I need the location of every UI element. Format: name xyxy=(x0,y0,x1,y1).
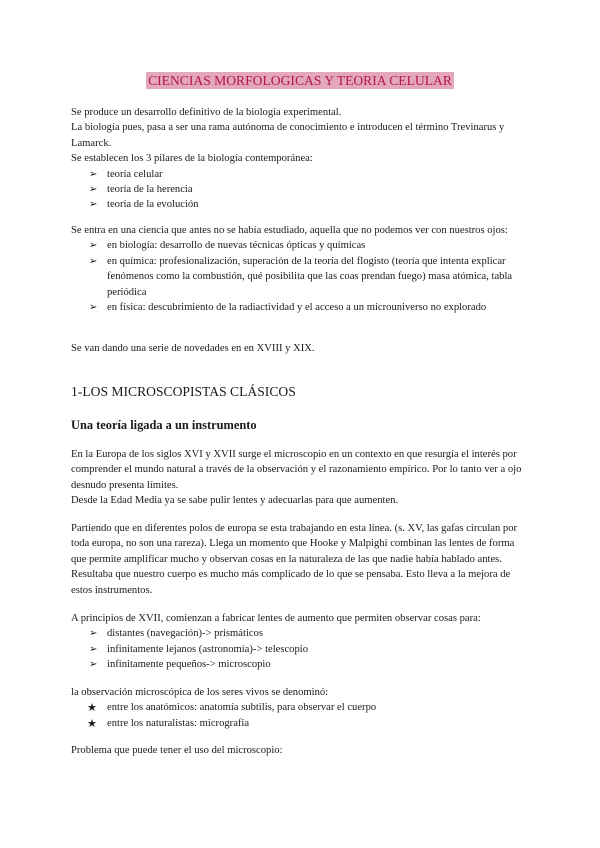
new-science-item: en química: profesionalización, superación de la teoría del flogisto (teoría que intenta explicar fenómenos como la combustión, qué posibilita que las coas prendan fuego) masa atómica, tabla periódica xyxy=(107,255,513,298)
new-science-lead: Se entra en una ciencia que antes no se había estudiado, aquella que no podemos ver con nuestros ojos: xyxy=(71,225,508,236)
pillar-text: teoría de la herencia xyxy=(107,184,193,196)
new-science-item: en física: descubrimiento de la radiactividad y el acceso a un microuniverso no explorado xyxy=(107,302,487,314)
list-item xyxy=(71,700,531,715)
list-item xyxy=(71,657,531,672)
observation-block xyxy=(71,685,531,731)
arrow-bullet-icon: ➢ xyxy=(89,659,98,671)
microscope-para-2 xyxy=(71,521,531,598)
list-item xyxy=(71,182,531,197)
novelties-block xyxy=(71,341,531,356)
arrow-bullet-icon: ➢ xyxy=(89,643,98,655)
pillars-list xyxy=(71,167,531,213)
intro-block xyxy=(71,105,531,213)
arrow-bullet-icon: ➢ xyxy=(89,628,98,640)
section-subheading: Una teoría ligada a un instrumento xyxy=(71,418,257,432)
novelties-text: Se van dando una serie de novedades en en XVIII y XIX. xyxy=(71,343,315,354)
problem-block xyxy=(71,743,531,758)
list-item xyxy=(71,716,531,731)
arrow-bullet-icon: ➢ xyxy=(89,199,98,211)
document-title: CIENCIAS MORFOLOGICAS Y TEORIA CELULAR xyxy=(148,73,452,88)
list-item xyxy=(71,167,531,182)
paragraph: Partiendo que en diferentes polos de europa se esta trabajando en esta línea. (s. XV, las gafas circulan por toda europa, no son una rareza). Llega un momento que Hooke y Malpighi combinan las lentes de forma que permite amplificar mucho y observan cosas en la naturaleza de las que nadie había hablado antes. Resultaba que nuestro cuerpo es mucho más complicado de lo que se pensaba. Esto lleva a la mejora de estos instrumentos. xyxy=(71,523,518,596)
new-science-list xyxy=(71,238,531,315)
arrow-bullet-icon: ➢ xyxy=(89,255,98,267)
lens-item: infinitamente pequeños-> microscopio xyxy=(107,659,271,671)
list-item xyxy=(71,254,531,300)
new-science-item: en biología: desarrollo de nuevas técnicas ópticas y químicas xyxy=(107,240,366,252)
microscope-para-1 xyxy=(71,447,531,509)
observation-list xyxy=(71,700,531,731)
arrow-bullet-icon: ➢ xyxy=(89,184,98,196)
pillar-text: teoría celular xyxy=(107,168,163,180)
arrow-bullet-icon: ➢ xyxy=(89,168,98,180)
arrow-bullet-icon: ➢ xyxy=(89,240,98,252)
observation-item: entre los anatómicos: anatomía subtilis, para observar el cuerpo xyxy=(107,702,377,714)
arrow-bullet-icon: ➢ xyxy=(89,302,98,314)
observation-item: entre los naturalistas: micrografía xyxy=(107,717,250,729)
star-bullet-icon: ★ xyxy=(87,701,97,715)
lens-item: distantes (navegación)-> prismáticos xyxy=(107,628,264,640)
lens-item: infinitamente lejanos (astronomía)-> telescopio xyxy=(107,643,309,655)
paragraph: En la Europa de los siglos XVI y XVII surge el microscopio en un contexto en que resurgía el interés por comprender el mundo natural a través de la observación y el razonamiento empírico. Por lo tanto ver a ojo desnudo presenta límites. xyxy=(71,449,522,491)
list-item xyxy=(71,642,531,657)
lenses-lead: A principios de XVII, comienzan a fabricar lentes de aumento que permiten observar cosas para: xyxy=(71,613,481,624)
title-wrapper xyxy=(0,72,600,90)
pillar-text: teoría de la evolución xyxy=(107,199,199,211)
intro-line: Se establecen los 3 pilares de la biología contemporánea: xyxy=(71,153,313,165)
list-item xyxy=(71,238,531,253)
lenses-block xyxy=(71,611,531,673)
star-bullet-icon: ★ xyxy=(87,716,97,730)
paragraph: Desde la Edad Media ya se sabe pulir lentes y adecuarlas para que aumenten. xyxy=(71,495,399,507)
observation-lead: la observación microscópica de los seres vivos se denominó: xyxy=(71,687,329,698)
section-heading: 1-LOS MICROSCOPISTAS CLÁSICOS xyxy=(71,384,296,399)
list-item xyxy=(71,300,531,315)
new-science-block xyxy=(71,223,531,315)
list-item xyxy=(71,626,531,641)
intro-line: Se produce un desarrollo definitivo de la biología experimental. xyxy=(71,107,342,118)
intro-line: La biología pues, pasa a ser una rama autónoma de conocimiento e introducen el término Trevinarus y Lamarck. xyxy=(71,122,505,149)
list-item xyxy=(71,197,531,212)
lenses-list xyxy=(71,626,531,672)
problem-text: Problema que puede tener el uso del microscopio: xyxy=(71,745,283,756)
